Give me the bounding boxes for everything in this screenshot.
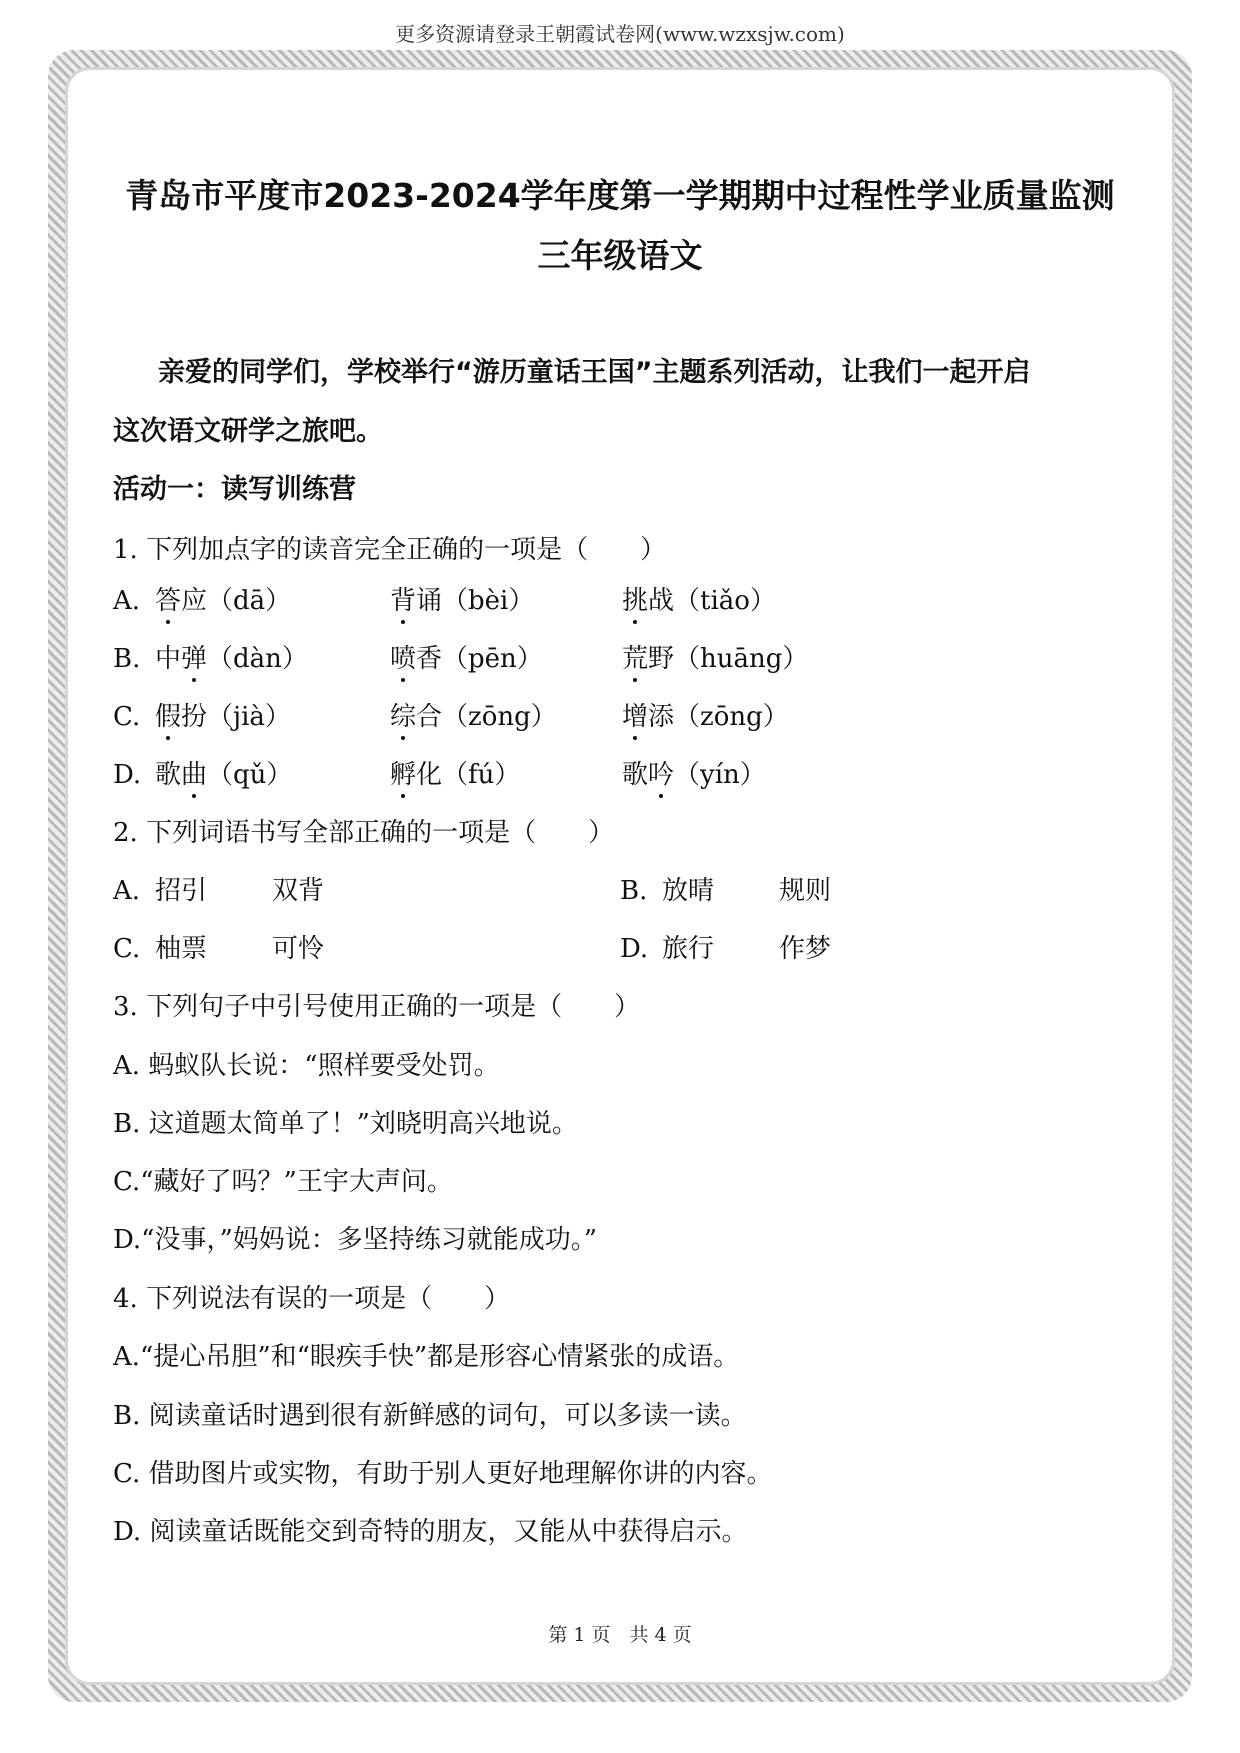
- q2-option-c-word-1: 柚票: [155, 934, 208, 964]
- char: 中: [155, 644, 182, 674]
- word-1: [155, 758, 292, 792]
- q2-option-b-word-2: 规则: [779, 876, 832, 906]
- pinyin: （qǔ）: [207, 760, 293, 790]
- exam-subject: 三年级语文: [537, 236, 703, 275]
- dotted-char: 吟: [648, 760, 675, 790]
- q2-option-b-label: B.: [620, 876, 648, 906]
- char: 应: [181, 586, 208, 616]
- word-2: [390, 584, 534, 618]
- question-4-stem: 4. 下列说法有误的一项是（ ）: [113, 1284, 511, 1314]
- pinyin: （jià）: [207, 702, 291, 732]
- q3-option-c: C.“藏好了吗？”王宇大声问。: [113, 1167, 453, 1197]
- dotted-char: 背: [390, 586, 417, 616]
- dotted-char: 荒: [622, 644, 649, 674]
- char: 合: [416, 702, 443, 732]
- q3-option-a: A. 蚂蚁队长说：“照样要受处罚。: [113, 1051, 500, 1081]
- dotted-char: 增: [622, 702, 649, 732]
- q2-option-a-word-1: 招引: [155, 876, 208, 906]
- pinyin: （tiǎo）: [674, 586, 776, 616]
- pinyin: （yín）: [674, 760, 766, 790]
- page-number: 第 1 页 共 4 页: [548, 1624, 692, 1646]
- q2-option-a-label: A.: [113, 876, 141, 906]
- activity-heading: 活动一：读写训练营: [113, 474, 356, 505]
- pinyin: （dàn）: [207, 644, 308, 674]
- word-2: [390, 758, 520, 792]
- word-3: [622, 642, 808, 676]
- pinyin: （huāng）: [674, 644, 809, 674]
- q4-option-d: D. 阅读童话既能交到奇特的朋友，又能从中获得启示。: [113, 1517, 748, 1547]
- dotted-char: 弹: [181, 644, 208, 674]
- char: 野: [648, 644, 675, 674]
- word-1: [155, 700, 291, 734]
- q2-option-d-word-1: 旅行: [662, 934, 715, 964]
- question-3-stem: 3. 下列句子中引号使用正确的一项是（ ）: [113, 992, 641, 1022]
- dotted-char: 综: [390, 702, 417, 732]
- exam-title: 青岛市平度市2023-2024学年度第一学期期中过程性学业质量监测: [125, 176, 1115, 215]
- dotted-char: 假: [155, 702, 182, 732]
- intro-line-2: 这次语文研学之旅吧。: [113, 416, 383, 447]
- q2-option-c-word-2: 可怜: [272, 934, 325, 964]
- dotted-char: 孵: [390, 760, 417, 790]
- q2-option-a-word-2: 双背: [272, 876, 325, 906]
- word-1: [155, 584, 291, 618]
- pinyin: （zōng）: [674, 702, 789, 732]
- char: 诵: [416, 586, 443, 616]
- pinyin: （pēn）: [442, 644, 543, 674]
- pinyin: （dā）: [207, 586, 292, 616]
- dotted-char: 挑: [622, 586, 649, 616]
- question-1-stem: 1. 下列加点字的读音完全正确的一项是（ ）: [113, 535, 667, 565]
- q4-option-c: C. 借助图片或实物，有助于别人更好地理解你讲的内容。: [113, 1459, 773, 1489]
- word-3: [622, 700, 789, 734]
- char: 歌: [622, 760, 649, 790]
- char: 歌: [155, 760, 182, 790]
- option-label: C.: [113, 702, 141, 732]
- pinyin: （bèi）: [442, 586, 535, 616]
- word-3: [622, 584, 776, 618]
- option-label: D.: [113, 760, 142, 790]
- q2-option-b-word-1: 放晴: [662, 876, 715, 906]
- word-3: [622, 758, 766, 792]
- option-label: B.: [113, 644, 141, 674]
- q2-option-d-label: D.: [620, 934, 649, 964]
- q2-option-c-label: C.: [113, 934, 141, 964]
- pinyin: （fú）: [442, 760, 521, 790]
- word-2: [390, 700, 557, 734]
- word-2: [390, 642, 543, 676]
- pinyin: （zōng）: [442, 702, 557, 732]
- char: 化: [416, 760, 443, 790]
- question-2-stem: 2. 下列词语书写全部正确的一项是（ ）: [113, 818, 615, 848]
- site-header: 更多资源请登录王朝霞试卷网(www.wzxsjw.com): [395, 22, 845, 46]
- dotted-char: 答: [155, 586, 182, 616]
- dotted-char: 曲: [181, 760, 208, 790]
- q2-option-d-word-2: 作梦: [779, 934, 832, 964]
- option-label: A.: [113, 586, 141, 616]
- q3-option-d: D.“没事，”妈妈说：多坚持练习就能成功。”: [113, 1225, 598, 1255]
- q4-option-b: B. 阅读童话时遇到很有新鲜感的词句，可以多读一读。: [113, 1401, 747, 1431]
- intro-line-1: 亲爱的同学们，学校举行“游历童话王国”主题系列活动，让我们一起开启: [158, 357, 1031, 388]
- char: 添: [648, 702, 675, 732]
- dotted-char: 喷: [390, 644, 417, 674]
- char: 扮: [181, 702, 208, 732]
- q3-option-b: B. 这道题太简单了！”刘晓明高兴地说。: [113, 1109, 578, 1139]
- char: 香: [416, 644, 443, 674]
- word-1: [155, 642, 308, 676]
- char: 战: [648, 586, 675, 616]
- q4-option-a: A.“提心吊胆”和“眼疾手快”都是形容心情紧张的成语。: [113, 1342, 740, 1372]
